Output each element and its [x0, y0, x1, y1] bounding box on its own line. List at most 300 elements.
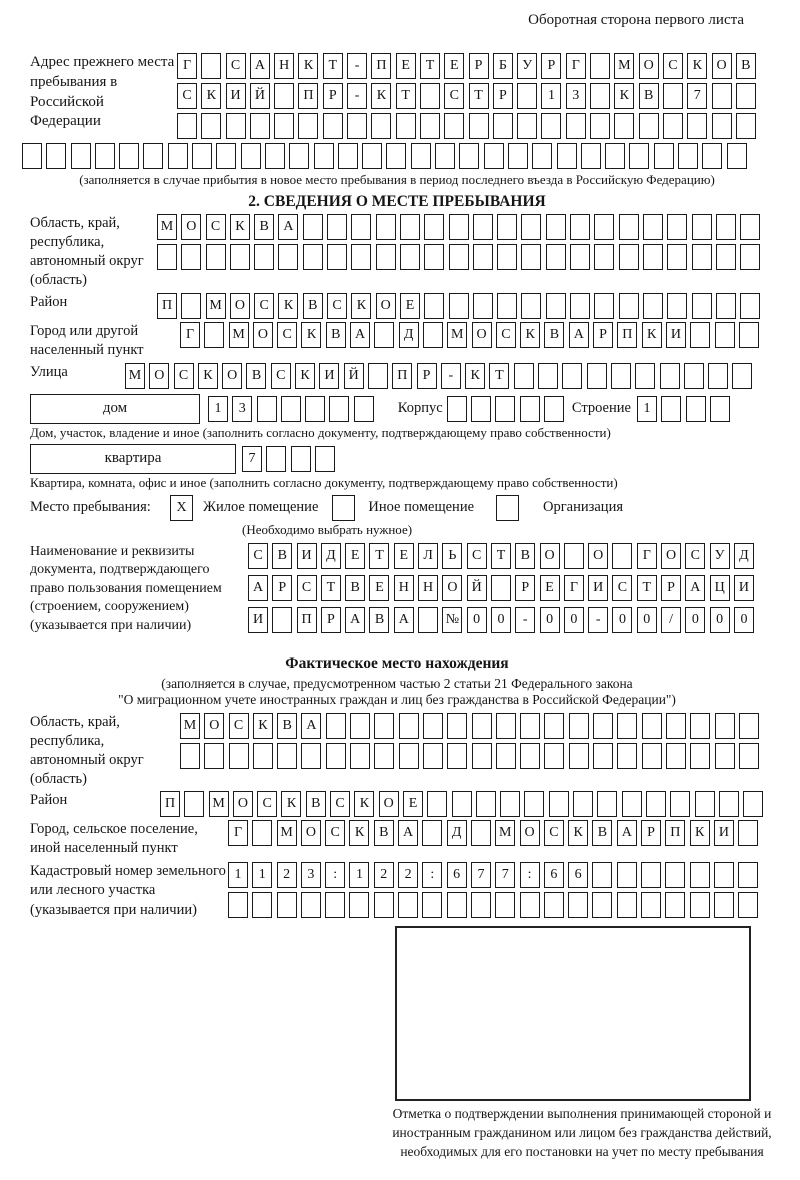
char-cell[interactable]: К [642, 322, 662, 348]
char-cell[interactable] [524, 791, 544, 817]
char-cell[interactable]: А [394, 607, 414, 633]
char-cell[interactable] [418, 607, 438, 633]
char-cell[interactable] [570, 244, 590, 270]
char-cell[interactable]: О [233, 791, 253, 817]
char-cell[interactable] [719, 791, 739, 817]
char-cell[interactable]: Г [180, 322, 200, 348]
char-cell[interactable]: В [272, 543, 292, 569]
char-cell[interactable]: К [198, 363, 218, 389]
char-cell[interactable] [424, 293, 444, 319]
char-cell[interactable]: О [301, 820, 321, 846]
char-cell[interactable] [354, 396, 374, 422]
char-cell[interactable] [277, 743, 297, 769]
char-cell[interactable]: О [181, 214, 201, 240]
char-cell[interactable] [411, 143, 431, 169]
char-cell[interactable]: 0 [564, 607, 584, 633]
char-cell[interactable] [471, 396, 491, 422]
char-cell[interactable]: - [347, 53, 367, 79]
char-cell[interactable] [315, 446, 335, 472]
char-cell[interactable] [473, 214, 493, 240]
char-cell[interactable]: Е [345, 543, 365, 569]
char-cell[interactable]: - [588, 607, 608, 633]
char-cell[interactable] [350, 713, 370, 739]
char-cell[interactable]: П [617, 322, 637, 348]
char-cell[interactable] [665, 892, 685, 918]
char-cell[interactable] [544, 743, 564, 769]
char-cell[interactable]: К [230, 214, 250, 240]
char-cell[interactable] [119, 143, 139, 169]
char-cell[interactable] [473, 293, 493, 319]
char-cell[interactable] [301, 743, 321, 769]
char-cell[interactable] [206, 244, 226, 270]
char-cell[interactable]: С [612, 575, 632, 601]
char-cell[interactable] [557, 143, 577, 169]
char-cell[interactable] [622, 791, 642, 817]
char-cell[interactable] [46, 143, 66, 169]
char-cell[interactable]: К [371, 83, 391, 109]
char-cell[interactable]: А [301, 713, 321, 739]
char-cell[interactable] [376, 244, 396, 270]
char-cell[interactable]: О [379, 791, 399, 817]
char-cell[interactable] [546, 244, 566, 270]
char-cell[interactable] [629, 143, 649, 169]
prev-address-row-1[interactable] [177, 53, 756, 79]
char-cell[interactable]: И [248, 607, 268, 633]
char-cell[interactable] [447, 743, 467, 769]
char-cell[interactable]: Е [444, 53, 464, 79]
char-cell[interactable] [452, 791, 472, 817]
char-cell[interactable]: Е [540, 575, 560, 601]
char-cell[interactable]: О [472, 322, 492, 348]
char-cell[interactable] [420, 83, 440, 109]
char-cell[interactable] [400, 214, 420, 240]
char-cell[interactable] [593, 743, 613, 769]
char-cell[interactable] [254, 244, 274, 270]
stroenie-row[interactable] [637, 396, 730, 422]
char-cell[interactable] [253, 743, 273, 769]
char-cell[interactable] [517, 83, 537, 109]
char-cell[interactable]: У [517, 53, 537, 79]
char-cell[interactable] [592, 862, 612, 888]
char-cell[interactable] [520, 713, 540, 739]
char-cell[interactable] [738, 892, 758, 918]
char-cell[interactable]: С [177, 83, 197, 109]
char-cell[interactable] [278, 244, 298, 270]
char-cell[interactable]: 3 [301, 862, 321, 888]
char-cell[interactable]: Р [323, 83, 343, 109]
char-cell[interactable]: С [325, 820, 345, 846]
document-row-2[interactable] [248, 575, 754, 601]
char-cell[interactable] [228, 892, 248, 918]
char-cell[interactable] [643, 214, 663, 240]
char-cell[interactable]: 1 [252, 862, 272, 888]
char-cell[interactable] [497, 293, 517, 319]
char-cell[interactable] [692, 293, 712, 319]
char-cell[interactable]: П [298, 83, 318, 109]
char-cell[interactable]: 0 [637, 607, 657, 633]
char-cell[interactable] [95, 143, 115, 169]
char-cell[interactable] [471, 892, 491, 918]
char-cell[interactable]: М [206, 293, 226, 319]
char-cell[interactable] [143, 143, 163, 169]
char-cell[interactable] [301, 892, 321, 918]
char-cell[interactable] [546, 214, 566, 240]
char-cell[interactable] [277, 892, 297, 918]
char-cell[interactable] [351, 214, 371, 240]
char-cell[interactable] [617, 862, 637, 888]
char-cell[interactable] [569, 713, 589, 739]
char-cell[interactable] [447, 892, 467, 918]
prev-address-row-3[interactable] [177, 113, 756, 139]
char-cell[interactable] [168, 143, 188, 169]
char-cell[interactable] [716, 293, 736, 319]
char-cell[interactable] [374, 743, 394, 769]
char-cell[interactable]: Г [177, 53, 197, 79]
char-cell[interactable] [422, 820, 442, 846]
char-cell[interactable] [314, 143, 334, 169]
char-cell[interactable] [71, 143, 91, 169]
document-row-3[interactable] [248, 607, 754, 633]
char-cell[interactable] [695, 791, 715, 817]
char-cell[interactable]: Д [399, 322, 419, 348]
char-cell[interactable]: И [714, 820, 734, 846]
char-cell[interactable]: О [540, 543, 560, 569]
char-cell[interactable] [350, 743, 370, 769]
char-cell[interactable] [643, 244, 663, 270]
char-cell[interactable]: Г [566, 53, 586, 79]
char-cell[interactable] [708, 363, 728, 389]
char-cell[interactable]: П [297, 607, 317, 633]
char-cell[interactable] [347, 113, 367, 139]
char-cell[interactable] [727, 143, 747, 169]
char-cell[interactable] [738, 820, 758, 846]
char-cell[interactable] [291, 446, 311, 472]
char-cell[interactable] [619, 293, 639, 319]
char-cell[interactable]: В [515, 543, 535, 569]
char-cell[interactable]: А [278, 214, 298, 240]
char-cell[interactable]: К [465, 363, 485, 389]
char-cell[interactable]: К [253, 713, 273, 739]
char-cell[interactable] [449, 293, 469, 319]
char-cell[interactable] [740, 244, 760, 270]
char-cell[interactable]: 7 [687, 83, 707, 109]
char-cell[interactable]: Р [541, 53, 561, 79]
char-cell[interactable]: Т [491, 543, 511, 569]
fact-city-row[interactable] [228, 820, 758, 846]
char-cell[interactable] [289, 143, 309, 169]
char-cell[interactable] [469, 113, 489, 139]
char-cell[interactable] [564, 543, 584, 569]
char-cell[interactable]: Е [396, 53, 416, 79]
char-cell[interactable] [323, 113, 343, 139]
char-cell[interactable]: С [327, 293, 347, 319]
char-cell[interactable] [473, 244, 493, 270]
char-cell[interactable] [739, 743, 759, 769]
char-cell[interactable] [449, 244, 469, 270]
char-cell[interactable] [619, 244, 639, 270]
char-cell[interactable]: В [544, 322, 564, 348]
document-row-1[interactable] [248, 543, 754, 569]
char-cell[interactable] [265, 143, 285, 169]
char-cell[interactable]: М [125, 363, 145, 389]
char-cell[interactable] [654, 143, 674, 169]
char-cell[interactable] [562, 363, 582, 389]
char-cell[interactable] [570, 293, 590, 319]
char-cell[interactable]: Т [637, 575, 657, 601]
char-cell[interactable]: В [254, 214, 274, 240]
house-number-row[interactable] [208, 396, 374, 422]
char-cell[interactable]: 3 [232, 396, 252, 422]
char-cell[interactable]: 0 [710, 607, 730, 633]
char-cell[interactable] [181, 293, 201, 319]
char-cell[interactable] [617, 743, 637, 769]
char-cell[interactable] [252, 820, 272, 846]
char-cell[interactable]: 6 [447, 862, 467, 888]
char-cell[interactable] [496, 743, 516, 769]
char-cell[interactable] [22, 143, 42, 169]
char-cell[interactable]: Й [250, 83, 270, 109]
char-cell[interactable] [181, 244, 201, 270]
char-cell[interactable]: А [398, 820, 418, 846]
char-cell[interactable]: Т [489, 363, 509, 389]
char-cell[interactable] [229, 743, 249, 769]
char-cell[interactable]: О [520, 820, 540, 846]
char-cell[interactable]: К [298, 53, 318, 79]
char-cell[interactable]: В [345, 575, 365, 601]
char-cell[interactable]: Р [515, 575, 535, 601]
char-cell[interactable] [587, 363, 607, 389]
char-cell[interactable] [423, 743, 443, 769]
char-cell[interactable]: С [174, 363, 194, 389]
char-cell[interactable]: Б [493, 53, 513, 79]
region-row-1[interactable] [157, 214, 760, 240]
char-cell[interactable] [274, 113, 294, 139]
char-cell[interactable] [420, 113, 440, 139]
char-cell[interactable]: Т [323, 53, 343, 79]
char-cell[interactable] [399, 713, 419, 739]
char-cell[interactable]: К [349, 820, 369, 846]
char-cell[interactable]: Й [467, 575, 487, 601]
char-cell[interactable] [739, 713, 759, 739]
char-cell[interactable] [495, 396, 515, 422]
char-cell[interactable] [605, 143, 625, 169]
char-cell[interactable]: А [350, 322, 370, 348]
char-cell[interactable] [590, 113, 610, 139]
char-cell[interactable] [715, 743, 735, 769]
char-cell[interactable]: 0 [540, 607, 560, 633]
char-cell[interactable] [732, 363, 752, 389]
char-cell[interactable]: Р [493, 83, 513, 109]
char-cell[interactable] [716, 244, 736, 270]
char-cell[interactable]: К [281, 791, 301, 817]
char-cell[interactable]: 1 [541, 83, 561, 109]
char-cell[interactable] [471, 820, 491, 846]
char-cell[interactable]: П [371, 53, 391, 79]
char-cell[interactable]: 6 [568, 862, 588, 888]
char-cell[interactable] [541, 113, 561, 139]
char-cell[interactable]: И [734, 575, 754, 601]
char-cell[interactable] [635, 363, 655, 389]
char-cell[interactable]: Г [228, 820, 248, 846]
char-cell[interactable]: М [180, 713, 200, 739]
char-cell[interactable] [641, 892, 661, 918]
char-cell[interactable] [274, 83, 294, 109]
char-cell[interactable] [157, 244, 177, 270]
char-cell[interactable] [497, 214, 517, 240]
char-cell[interactable] [716, 214, 736, 240]
district-row[interactable] [157, 293, 760, 319]
char-cell[interactable]: П [157, 293, 177, 319]
char-cell[interactable] [743, 791, 763, 817]
char-cell[interactable]: 3 [566, 83, 586, 109]
char-cell[interactable] [690, 892, 710, 918]
char-cell[interactable]: О [204, 713, 224, 739]
char-cell[interactable]: В [246, 363, 266, 389]
char-cell[interactable]: И [588, 575, 608, 601]
char-cell[interactable] [611, 363, 631, 389]
char-cell[interactable] [667, 244, 687, 270]
char-cell[interactable] [590, 83, 610, 109]
char-cell[interactable] [325, 892, 345, 918]
char-cell[interactable]: М [277, 820, 297, 846]
char-cell[interactable]: С [496, 322, 516, 348]
char-cell[interactable] [180, 743, 200, 769]
confirmation-stamp-box[interactable] [395, 926, 751, 1101]
char-cell[interactable] [329, 396, 349, 422]
char-cell[interactable]: Г [637, 543, 657, 569]
char-cell[interactable] [184, 791, 204, 817]
char-cell[interactable] [374, 322, 394, 348]
char-cell[interactable]: И [297, 543, 317, 569]
char-cell[interactable] [327, 214, 347, 240]
char-cell[interactable]: Д [447, 820, 467, 846]
char-cell[interactable]: В [277, 713, 297, 739]
char-cell[interactable]: С [330, 791, 350, 817]
char-cell[interactable] [739, 322, 759, 348]
char-cell[interactable] [740, 214, 760, 240]
char-cell[interactable]: М [209, 791, 229, 817]
char-cell[interactable]: Р [593, 322, 613, 348]
char-cell[interactable]: : [325, 862, 345, 888]
char-cell[interactable] [374, 713, 394, 739]
char-cell[interactable]: К [201, 83, 221, 109]
char-cell[interactable] [670, 791, 690, 817]
char-cell[interactable] [702, 143, 722, 169]
char-cell[interactable]: С [663, 53, 683, 79]
char-cell[interactable] [661, 396, 681, 422]
organization-checkbox[interactable] [496, 495, 519, 521]
char-cell[interactable] [496, 713, 516, 739]
char-cell[interactable]: Т [321, 575, 341, 601]
char-cell[interactable] [216, 143, 236, 169]
char-cell[interactable] [376, 214, 396, 240]
char-cell[interactable]: К [614, 83, 634, 109]
char-cell[interactable] [435, 143, 455, 169]
char-cell[interactable]: У [710, 543, 730, 569]
char-cell[interactable]: А [248, 575, 268, 601]
char-cell[interactable] [396, 113, 416, 139]
char-cell[interactable]: С [206, 214, 226, 240]
apartment-row[interactable] [242, 446, 335, 472]
char-cell[interactable] [204, 322, 224, 348]
char-cell[interactable]: Г [564, 575, 584, 601]
char-cell[interactable]: О [661, 543, 681, 569]
char-cell[interactable] [546, 293, 566, 319]
char-cell[interactable]: Т [469, 83, 489, 109]
fact-region-row-2[interactable] [180, 743, 759, 769]
char-cell[interactable] [667, 293, 687, 319]
char-cell[interactable]: М [614, 53, 634, 79]
char-cell[interactable] [687, 113, 707, 139]
residential-checkbox[interactable]: X [170, 495, 193, 521]
char-cell[interactable]: : [422, 862, 442, 888]
char-cell[interactable] [738, 862, 758, 888]
char-cell[interactable]: С [277, 322, 297, 348]
char-cell[interactable] [327, 244, 347, 270]
char-cell[interactable] [520, 892, 540, 918]
char-cell[interactable]: Н [418, 575, 438, 601]
char-cell[interactable]: К [295, 363, 315, 389]
char-cell[interactable] [517, 113, 537, 139]
prev-address-row-4[interactable] [22, 143, 764, 169]
char-cell[interactable]: 7 [242, 446, 262, 472]
char-cell[interactable] [593, 713, 613, 739]
char-cell[interactable] [642, 713, 662, 739]
char-cell[interactable] [710, 396, 730, 422]
char-cell[interactable] [281, 396, 301, 422]
char-cell[interactable] [447, 396, 467, 422]
char-cell[interactable] [447, 713, 467, 739]
char-cell[interactable] [497, 244, 517, 270]
char-cell[interactable]: Н [394, 575, 414, 601]
city-row[interactable] [180, 322, 759, 348]
char-cell[interactable] [573, 791, 593, 817]
char-cell[interactable]: С [467, 543, 487, 569]
prev-address-row-2[interactable] [177, 83, 756, 109]
char-cell[interactable]: О [222, 363, 242, 389]
char-cell[interactable]: О [588, 543, 608, 569]
char-cell[interactable]: 7 [495, 862, 515, 888]
char-cell[interactable]: Т [396, 83, 416, 109]
char-cell[interactable] [400, 244, 420, 270]
char-cell[interactable]: С [297, 575, 317, 601]
char-cell[interactable]: О [712, 53, 732, 79]
char-cell[interactable]: Л [418, 543, 438, 569]
char-cell[interactable]: 0 [491, 607, 511, 633]
char-cell[interactable]: : [520, 862, 540, 888]
char-cell[interactable] [326, 743, 346, 769]
other-premises-checkbox[interactable] [332, 495, 355, 521]
char-cell[interactable] [538, 363, 558, 389]
char-cell[interactable] [427, 791, 447, 817]
char-cell[interactable] [349, 892, 369, 918]
char-cell[interactable] [484, 143, 504, 169]
char-cell[interactable]: В [374, 820, 394, 846]
char-cell[interactable] [544, 892, 564, 918]
char-cell[interactable] [714, 892, 734, 918]
char-cell[interactable]: М [447, 322, 467, 348]
char-cell[interactable]: В [303, 293, 323, 319]
char-cell[interactable]: М [495, 820, 515, 846]
char-cell[interactable]: А [685, 575, 705, 601]
char-cell[interactable]: К [278, 293, 298, 319]
char-cell[interactable]: К [520, 322, 540, 348]
char-cell[interactable] [692, 244, 712, 270]
cadastre-row-1[interactable] [228, 862, 758, 888]
char-cell[interactable]: 1 [637, 396, 657, 422]
char-cell[interactable] [678, 143, 698, 169]
char-cell[interactable]: О [253, 322, 273, 348]
